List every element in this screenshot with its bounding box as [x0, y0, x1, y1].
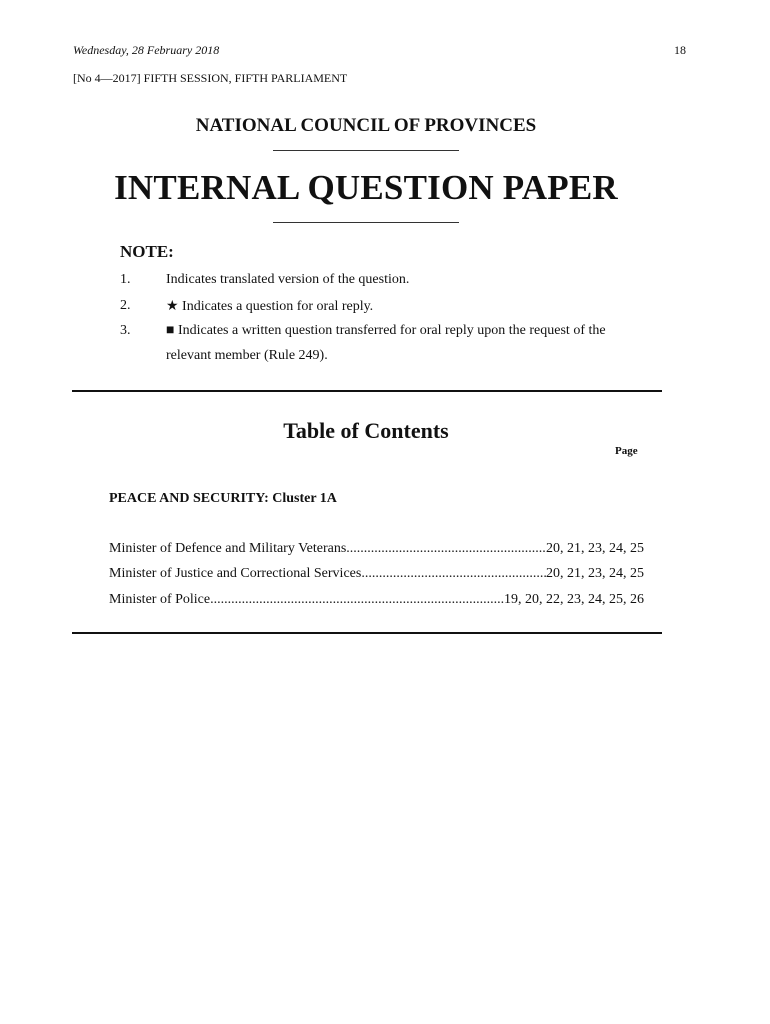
session-line: [No 4—2017] FIFTH SESSION, FIFTH PARLIAMENT — [73, 71, 348, 85]
toc-dot-leader — [361, 566, 546, 582]
note-item-text: Indicates translated version of the question. — [166, 272, 410, 287]
toc-entry-pages: 19, 20, 22, 23, 24, 25, 26 — [504, 592, 644, 607]
page-number: 18 — [674, 43, 686, 57]
toc-entry-label: Minister of Justice and Correctional Services — [109, 566, 362, 581]
toc-entry-label: Minister of Police — [109, 592, 211, 607]
toc-dot-leader — [346, 541, 546, 557]
toc-entry[interactable] — [109, 541, 644, 557]
header-date: Wednesday, 28 February 2018 — [73, 43, 220, 57]
toc-entry-pages: 20, 21, 23, 24, 25 — [546, 566, 644, 581]
note-heading: NOTE: — [120, 242, 174, 261]
council-title: NATIONAL COUNCIL OF PROVINCES — [195, 115, 537, 136]
note-item-text: ■ Indicates a written question transferred for oral reply upon the request of the — [166, 323, 606, 338]
note-item-number: 1. — [120, 272, 131, 287]
toc-cluster-heading: PEACE AND SECURITY: Cluster 1A — [109, 491, 337, 506]
title-rule-top — [273, 150, 459, 151]
toc-page-label: Page — [615, 445, 638, 457]
toc-entry[interactable] — [109, 566, 644, 582]
section-divider-top — [72, 390, 662, 392]
note-item-number: 3. — [120, 323, 131, 338]
paper-title: INTERNAL QUESTION PAPER — [114, 168, 618, 207]
note-item-number: 2. — [120, 298, 131, 313]
toc-entry[interactable] — [109, 592, 644, 608]
title-rule-bottom — [273, 222, 459, 223]
toc-title: Table of Contents — [283, 418, 449, 443]
note-item-text: ★ Indicates a question for oral reply. — [166, 299, 374, 314]
section-divider-bottom — [72, 632, 662, 634]
toc-dot-leader — [210, 592, 504, 608]
toc-entry-pages: 20, 21, 23, 24, 25 — [546, 541, 644, 556]
note-item-continuation: relevant member (Rule 249). — [166, 348, 328, 363]
toc-entry-label: Minister of Defence and Military Veterans — [109, 541, 347, 556]
